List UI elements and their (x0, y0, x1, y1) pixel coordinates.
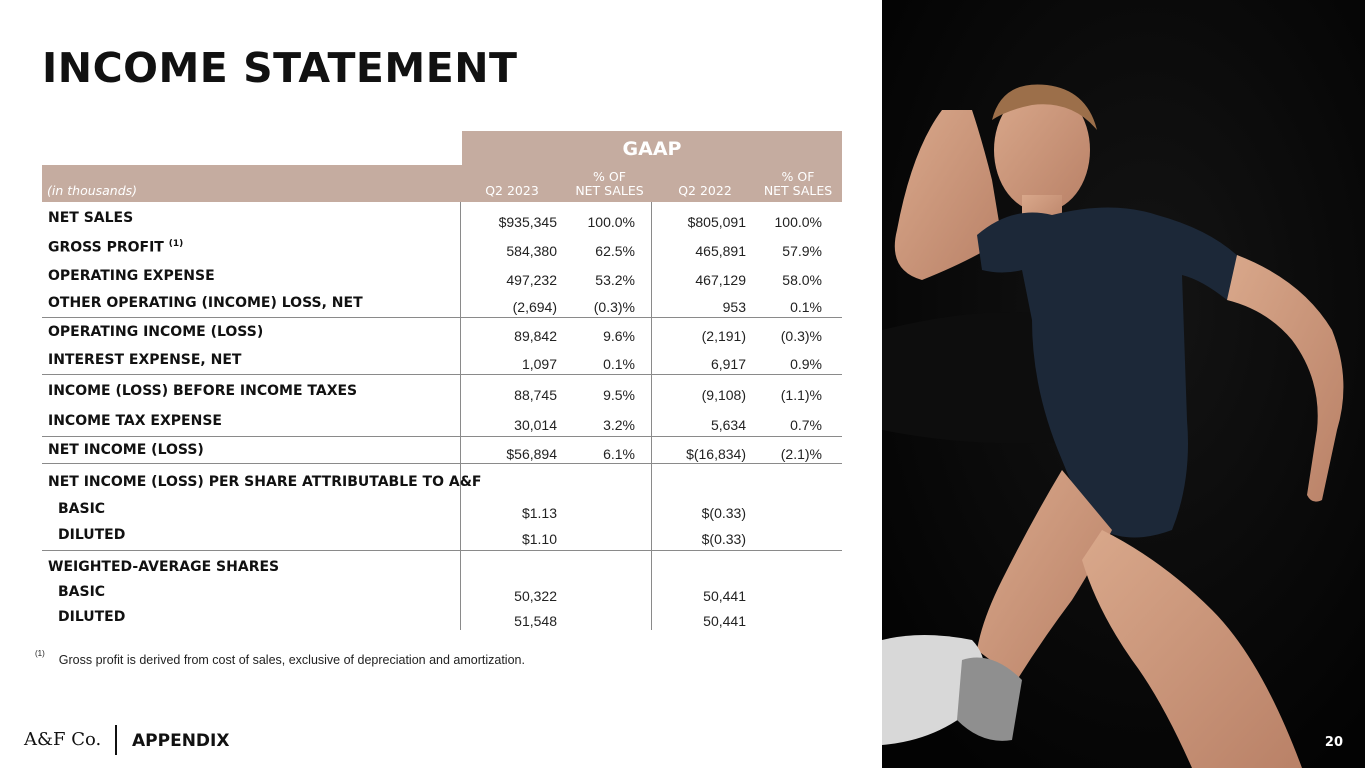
row-label: INCOME TAX EXPENSE (48, 413, 222, 429)
cell-q2-2023: (2,694) (512, 299, 557, 315)
row-divider (42, 317, 842, 318)
row-label: DILUTED (58, 527, 126, 543)
cell-pct-2023: 3.2% (603, 417, 635, 433)
row-label: BASIC (58, 584, 106, 600)
cell-pct-2023: 9.6% (603, 328, 635, 344)
cell-pct-2022: 100.0% (774, 214, 822, 230)
table-row (42, 605, 842, 631)
cell-q2-2023: 497,232 (506, 272, 557, 288)
row-label: INCOME (LOSS) BEFORE INCOME TAXES (48, 383, 358, 399)
column-header-pct-2022: % OF NET SALES (763, 169, 833, 198)
cell-pct-2023: 0.1% (603, 356, 635, 372)
table-row (42, 320, 842, 346)
brand-logo: A&F Co. (24, 729, 102, 750)
table-row (42, 580, 842, 606)
cell-pct-2022: 0.9% (790, 356, 822, 372)
footer-divider (115, 725, 117, 755)
model-photo (882, 0, 1365, 768)
units-label: (in thousands) (47, 183, 138, 198)
row-divider (42, 374, 842, 375)
cell-q2-2023: 51,548 (514, 613, 557, 629)
cell-q2-2022: 50,441 (703, 588, 746, 604)
cell-q2-2022: 953 (722, 299, 746, 315)
cell-pct-2022: (1.1)% (780, 387, 822, 403)
cell-pct-2023: (0.3)% (593, 299, 635, 315)
table-row (42, 555, 842, 581)
table-row (42, 409, 842, 435)
model-illustration (882, 0, 1365, 768)
cell-q2-2023: $935,345 (498, 214, 557, 230)
footnote-ref: (1) (168, 239, 184, 249)
table-row (42, 348, 842, 374)
row-label: NET SALES (48, 210, 134, 226)
cell-pct-2022: 57.9% (782, 243, 822, 259)
table-row (42, 291, 842, 317)
cell-q2-2022: $(0.33) (701, 505, 746, 521)
cell-q2-2022: (2,191) (701, 328, 746, 344)
cell-pct-2023: 9.5% (603, 387, 635, 403)
cell-q2-2022: 50,441 (703, 613, 746, 629)
column-header-pct-2023: % OF NET SALES (575, 169, 644, 198)
cell-pct-2023: 53.2% (595, 272, 635, 288)
table-row (42, 470, 842, 496)
page-title: INCOME STATEMENT (42, 44, 518, 92)
table-row (42, 497, 842, 523)
gaap-group-header: GAAP (462, 131, 842, 165)
row-label: OTHER OPERATING (INCOME) LOSS, NET (48, 295, 363, 311)
table-row (42, 523, 842, 549)
cell-pct-2023: 100.0% (587, 214, 635, 230)
cell-q2-2022: 465,891 (695, 243, 746, 259)
page-number: 20 (1324, 735, 1343, 750)
row-label: OPERATING EXPENSE (48, 268, 215, 284)
cell-q2-2023: 88,745 (514, 387, 557, 403)
table-row (42, 379, 842, 405)
cell-pct-2022: 0.7% (790, 417, 822, 433)
table-row (42, 206, 842, 232)
footnote (35, 649, 525, 668)
row-label: INTEREST EXPENSE, NET (48, 352, 242, 368)
cell-q2-2023: $1.10 (521, 531, 557, 547)
row-divider (42, 550, 842, 551)
cell-q2-2023: 50,322 (514, 588, 557, 604)
cell-q2-2023: 30,014 (514, 417, 557, 433)
footnote-text: Gross profit is derived from cost of sales, exclusive of depreciation and amortization. (58, 653, 525, 668)
column-header-q2-2023: Q2 2023 (485, 183, 539, 198)
row-label: NET INCOME (LOSS) PER SHARE ATTRIBUTABLE TO A&F (48, 474, 482, 490)
cell-pct-2022: (0.3)% (780, 328, 822, 344)
cell-pct-2022: (2.1)% (780, 446, 822, 462)
row-label: OPERATING INCOME (LOSS) (48, 324, 264, 340)
table-row (42, 438, 842, 464)
cell-q2-2023: 1,097 (521, 356, 557, 372)
cell-q2-2023: 584,380 (506, 243, 557, 259)
cell-pct-2023: 62.5% (595, 243, 635, 259)
cell-q2-2023: $56,894 (506, 446, 557, 462)
cell-pct-2022: 58.0% (782, 272, 822, 288)
cell-q2-2022: $805,091 (687, 214, 746, 230)
column-header-q2-2022: Q2 2022 (678, 183, 732, 198)
row-label: DILUTED (58, 609, 126, 625)
row-label: WEIGHTED-AVERAGE SHARES (48, 559, 280, 575)
cell-q2-2022: 6,917 (710, 356, 746, 372)
cell-q2-2022: $(0.33) (701, 531, 746, 547)
table-row (42, 235, 842, 261)
cell-q2-2023: $1.13 (521, 505, 557, 521)
cell-q2-2022: (9,108) (701, 387, 746, 403)
cell-q2-2022: 5,634 (710, 417, 746, 433)
table-row (42, 264, 842, 290)
cell-q2-2023: 89,842 (514, 328, 557, 344)
row-divider (42, 436, 842, 437)
cell-pct-2023: 6.1% (603, 446, 635, 462)
column-header-row (42, 165, 842, 202)
row-label: NET INCOME (LOSS) (48, 442, 204, 458)
section-label: APPENDIX (132, 731, 230, 751)
footnote-marker: (1) (35, 649, 45, 658)
row-label: GROSS PROFIT $^{(1)}$ (48, 239, 184, 256)
cell-q2-2022: 467,129 (695, 272, 746, 288)
cell-q2-2022: $(16,834) (686, 446, 746, 462)
row-label: BASIC (58, 501, 106, 517)
cell-pct-2022: 0.1% (790, 299, 822, 315)
